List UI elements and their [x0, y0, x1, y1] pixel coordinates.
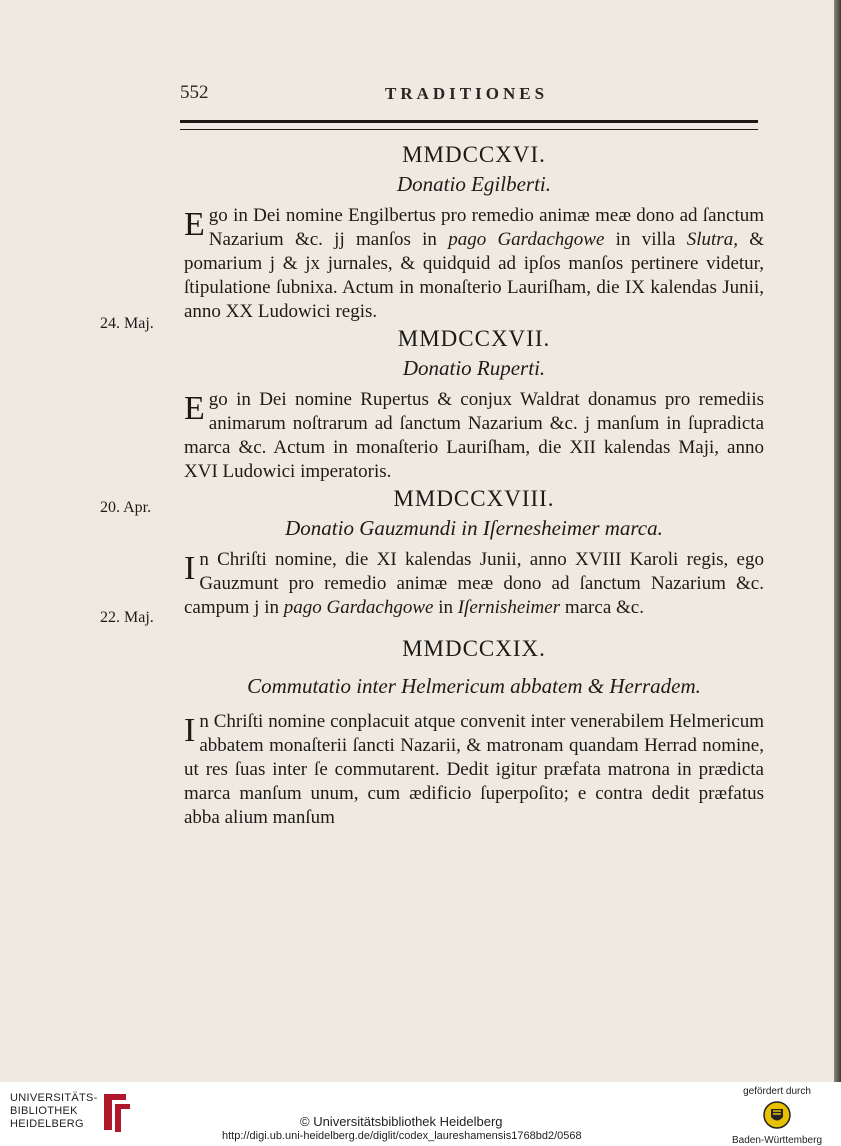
page-body [184, 140, 764, 830]
charter-title: Donatio Ruperti. [402, 356, 546, 380]
sponsor-block [727, 1086, 827, 1146]
charter-number: MMDCCXIX. [402, 636, 546, 661]
charter-entry [184, 324, 764, 484]
charter-title: Commutatio inter Helmericum abbatem & Herradem. [247, 674, 701, 698]
charter-text: In Chriſti nomine conplacuit atque convenit inter venerabilem Helmericum abbatem monaſterii ſancti Nazarii, & matronam quandam Herrad nomine, ut res ſuas inter ſe commutarent. Dedit igitur præfata matrona in prædicta marca manſum unum, cum ædificio ſuperpoſito; e contra dedit præfatus abba alium manſum [184, 711, 764, 828]
drop-capital: I [184, 550, 196, 587]
running-title: TRADITIONES [385, 84, 549, 103]
charter-title: Donatio Gauzmundi in Iſernesheimer marca. [285, 516, 663, 540]
charter-text: Ego in Dei nomine Engilbertus pro remedio animæ meæ dono ad ſanctum Nazarium &c. jj manſos in pago Gardachgowe in villa Slutra, & pomarium j & jx jurnales, & quidquid ad ipſos manſos pertinere videtur, ſtipulatione ſubnixa. Actum in monaſterio Lauriſham, die IX kalendas Junii, anno XX Ludowici regis. [184, 205, 764, 322]
place-name: Slutra, [686, 229, 738, 250]
margin-date: 20. Apr. [100, 499, 152, 516]
library-logo-text[interactable]: UNIVERSITÄTS- BIBLIOTHEK HEIDELBERG [10, 1092, 98, 1130]
sponsor-name: Baden-Württemberg [731, 1135, 823, 1146]
coat-of-arms-icon [762, 1100, 792, 1130]
charter-number: MMDCCXVII. [397, 326, 551, 351]
charter-entry [184, 634, 764, 830]
page-header [180, 82, 758, 108]
page-number: 552 [180, 82, 209, 103]
place-name: pago Gardachgowe [283, 597, 434, 618]
charter-text: Ego in Dei nomine Rupertus & conjux Waldrat donamus pro remediis animarum noſtrarum ad ſanctum Nazarium &c. j manſum in ſupradicta marca &c. Actum in monaſterio Lauriſham, die XII kalendas Maji, anno XVI Ludowici imperatoris. [184, 389, 764, 482]
charter-text: In Chriſti nomine, die XI kalendas Junii, anno XVIII Karoli regis, ego Gauzmunt pro remedio animæ meæ dono ad ſanctum Nazarium &c. campum j in pago Gardachgowe in Iſernisheimer marca &c. [184, 549, 764, 618]
charter-number: MMDCCXVIII. [393, 486, 555, 511]
header-rule-thick [180, 120, 758, 123]
charter-entry [184, 140, 764, 324]
place-name: Iſernisheimer [457, 597, 561, 618]
page-edge-shadow [834, 0, 841, 1082]
permalink-url[interactable]: http://digi.ub.uni-heidelberg.de/diglit/codex_laureshamensis1768bd2/0568 [222, 1130, 582, 1142]
charter-entry [184, 484, 764, 620]
charter-number: MMDCCXVI. [402, 142, 546, 167]
place-name: pago Gardachgowe [448, 229, 605, 250]
header-rule-thin [180, 129, 758, 130]
margin-date: 22. Maj. [100, 609, 154, 626]
margin-date: 24. Maj. [100, 315, 154, 332]
drop-capital: E [184, 390, 205, 427]
viewer-footer [0, 1082, 841, 1145]
drop-capital: I [184, 712, 196, 749]
charter-title: Donatio Egilberti. [397, 172, 551, 196]
drop-capital: E [184, 206, 205, 243]
library-logo-icon[interactable] [100, 1090, 134, 1134]
copyright-notice: © Universitätsbibliothek Heidelberg [300, 1114, 503, 1129]
sponsor-label: gefördert durch [743, 1086, 811, 1097]
